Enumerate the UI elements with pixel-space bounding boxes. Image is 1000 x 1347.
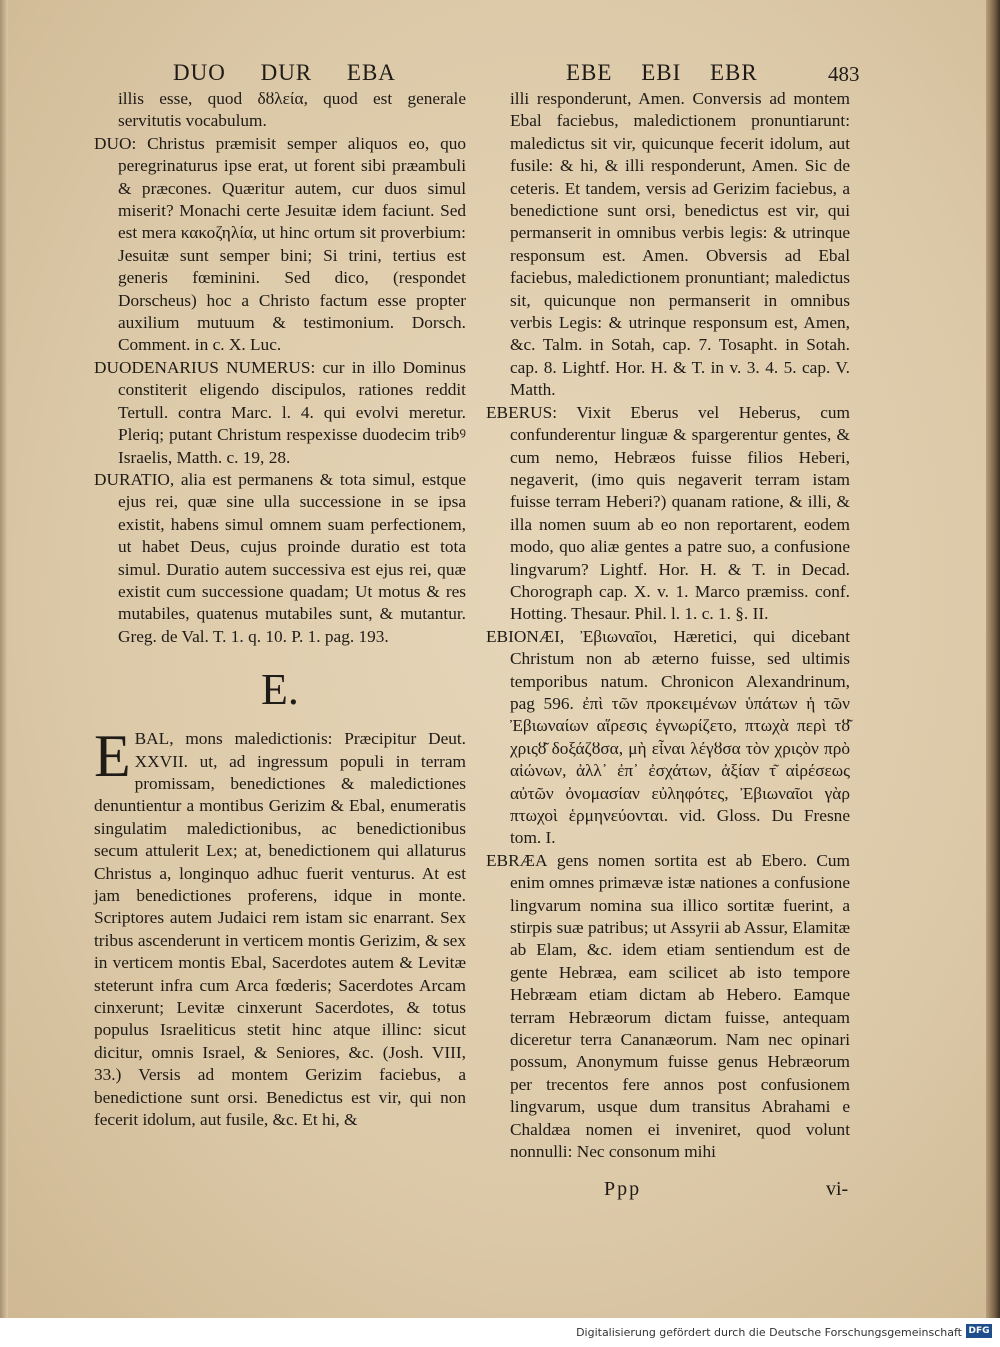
entry-text: , mons maledictionis: Præcipitur Deut. XXVII. ut, ad ingressum populi in terram promissam, benedictiones & maledictiones denuntientur a montibus Gerizim & Ebal, enumeratis singulatim maledictionibus, ac benedictionibus secum attulerit Lex; at, benedictionem qui allaturus Christus a, longinquo adhuc fuerit venturus. At est jam benedictiones proferens, idque in monte. Scriptores autem Judaici rem istam sic enarrant. Sex tribus ascenderunt in verticem montis Gerizim, & sex in verticem montis Ebal, Sacerdotes autem & Levitæ steterunt infra cum Arca fœderis; Sacerdotes Arcam cinxerunt; Levitæ cinxerunt Sacerdotes, & totus populus Israeliticus stetit hinc atque illinc: sicut dicitur, omnis Israel, & Seniores, &c. (Josh. VIII, 33.) Versis ad montem Gerizim faciebus, a benedictione sunt orsi. Benedictus est vir, qui non fecerit idolum, aut fusile, &c. Et hi, &	[94, 729, 466, 1130]
entry-head: EBRÆA	[486, 850, 548, 870]
digitization-footer	[0, 1318, 1000, 1347]
entry-head: DURATIO	[94, 469, 170, 489]
entry-text: : Vixit Eberus vel Heberus, cum confunderentur linguæ & spargerentur gentes, & cum nemo, Hebræos fuisse filios Heberi, negaverit, (imo quis negaverit terram istam fuisse terram Heberi?) quanam ratione, & illi, & illa nomen suum ab eo non reportarent, eodem modo, quo aliæ gentes a patre suo, a confusione lingvarum? Lightf. Hor. H. & T. in Decad. Chorograph cap. X. v. 1. Marco præmiss. conf. Hotting. Thesaur. Phil. l. 1. c. 1. §. II.	[510, 402, 850, 624]
running-head-left: DUO DUR EBA	[173, 60, 396, 85]
entry-head: DUODENARIUS NUMERUS	[94, 357, 311, 377]
entry-head: DUO	[94, 133, 132, 153]
page-edge	[986, 0, 1000, 1318]
entry-text: , Ἐβιωναῖοι, Hæretici, qui dicebant Christum non ab æterno fuisse, sed ultimis temporibus natum. Chronicon Alexandrinum, pag 596. ἐπὶ τῶν προκειμένων ὑπάτων ἡ τῶν Ἐβιωναίων αἵρεσις ἐγνωρίζετο, πτωχὰ περὶ τȣ͂ χριςȣ͂ δοξάζȣσα, μὴ εἶναι λέγȣσα τὸν χριςὸν πρὸ αἰώνων, ἀλλ᾽ ἐπ᾽ ἐσχάτων, ἀξίαν τ͂ αἱρέσεως αὐτῶν ὀνομασίαν εὐληφότες, Ἐβιωναῖοι γὰρ πτωχοὶ ἑρμηνεύονται. vid. Gloss. Du Fresne tom. I.	[510, 626, 850, 848]
entry-head: EBERUS	[486, 402, 553, 422]
entry-head: BAL	[134, 729, 170, 749]
entry-duodenarius	[94, 357, 466, 469]
entry-ebal	[94, 723, 466, 1131]
entry-text: : cur in illo Dominus constiterit eligendo discipulos, rationes reddit Tertull. contra Marc. l. 4. qui evolvi meretur. Pleriq; putant Christum respexisse duodecim tribꝰ Israelis, Matth. c. 19, 28.	[118, 357, 466, 467]
dfg-logo: DFG	[966, 1324, 992, 1338]
left-column	[94, 88, 466, 1131]
entry-ebionaei	[486, 626, 850, 850]
entry-text: , alia est permanens & tota simul, estque ejus rei, quæ sine ulla successione in se ipsa existit, habens simul omnem suam perfectionem, ut habet Deus, cujus proinde duratio est tota simul. Duratio autem successiva est ejus rei, quæ existit cum successione quadam; Ut motus & res mutabiles, quatenus mutabiles sunt, & mutantur. Greg. de Val. T. 1. q. 10. P. 1. pag. 193.	[118, 469, 466, 646]
right-column	[486, 88, 850, 1164]
catchword: vi-	[826, 1178, 849, 1200]
entry-text: : Christus præmisit semper aliquos eo, quo peregrinaturus ipse erat, ut forent sibi præambuli & præcones. Quæritur autem, cur duos simul miserit? Monachi certe Jesuitæ idem faciunt. Sed est mera κακοζηλία, ut hinc ortum sit proverbium: Jesuitæ sunt semper bini; Si trini, tertius est generis fœminini. Sed dico, (respondet Dorscheus) hoc a Christo factum esse propter auxilium mutuum & testimonium. Dorsch. Comment. in c. X. Luc.	[118, 133, 466, 355]
entry-text: gens nomen sortita est ab Ebero. Cum enim omnes primævæ istæ nationes a confusione lingvarum nomina sua illico sortitæ fuerint, a stirpis suæ patribus; ut Assyrii ab Assur, Elamitæ ab Elam, &c. idem etiam sentiendum est de gente Hebræa, eam scilicet ab isto tempore Hebræam etiam dictam ab Hebero. Eamque terram Hebræorum dictam fuisse, antequam diceretur terra Cananæorum. Nam nec opinari possum, Anonymum fuisse genus Hebræorum per trecentos fere annos post confusionem lingvarum, usque dum transitus Abrahami e Chaldæa nomen ei inveniret, quod volunt nonnulli: Nec consonum mihi	[510, 850, 850, 1162]
entry-eberus	[486, 402, 850, 626]
footer-text: Digitalisierung gefördert durch die Deutsche Forschungsgemeinschaft	[576, 1326, 962, 1339]
entry-duratio	[94, 469, 466, 648]
drop-capital: E	[94, 723, 131, 790]
left-continuation: illis esse, quod δȣλεία, quod est generale servitutis vocabulum.	[118, 89, 466, 131]
binding-shadow	[0, 0, 8, 1318]
entry-head: EBIONÆI	[486, 626, 560, 646]
section-letter: E.	[261, 665, 299, 715]
paper	[8, 0, 986, 1318]
entry-ebraea	[486, 850, 850, 1164]
page-number: 483	[828, 62, 860, 86]
running-head-right: EBE EBI EBR	[566, 60, 758, 85]
entry-duo	[94, 133, 466, 357]
right-continuation: illi responderunt, Amen. Conversis ad montem Ebal faciebus, maledictionem pronuntiarunt: maledictus sit vir, quicunque fecerit idolum, aut fusile: & hi, & illi responderunt, Amen. Sic de ceteris. Et tandem, versis ad Gerizim faciebus, a benedictione sunt orsi, benedictus est vir, qui permanserit in omnibus verbis legis: & utrinque responsum est. Amen. Obversis ad Ebal faciebus, maledictionem pronuntiant; maledictus sit, quicunque non permanserit in omnibus verbis Legis: & utrinque responsum est, Amen, &c. Talm. in Sotah, cap. 7. Tosapht. in Sotah. cap. 8. Lightf. Hor. H. & T. in v. 3. 4. 5. cap. V. Matth.	[510, 89, 850, 400]
signature-mark: Ppp	[604, 1178, 642, 1200]
